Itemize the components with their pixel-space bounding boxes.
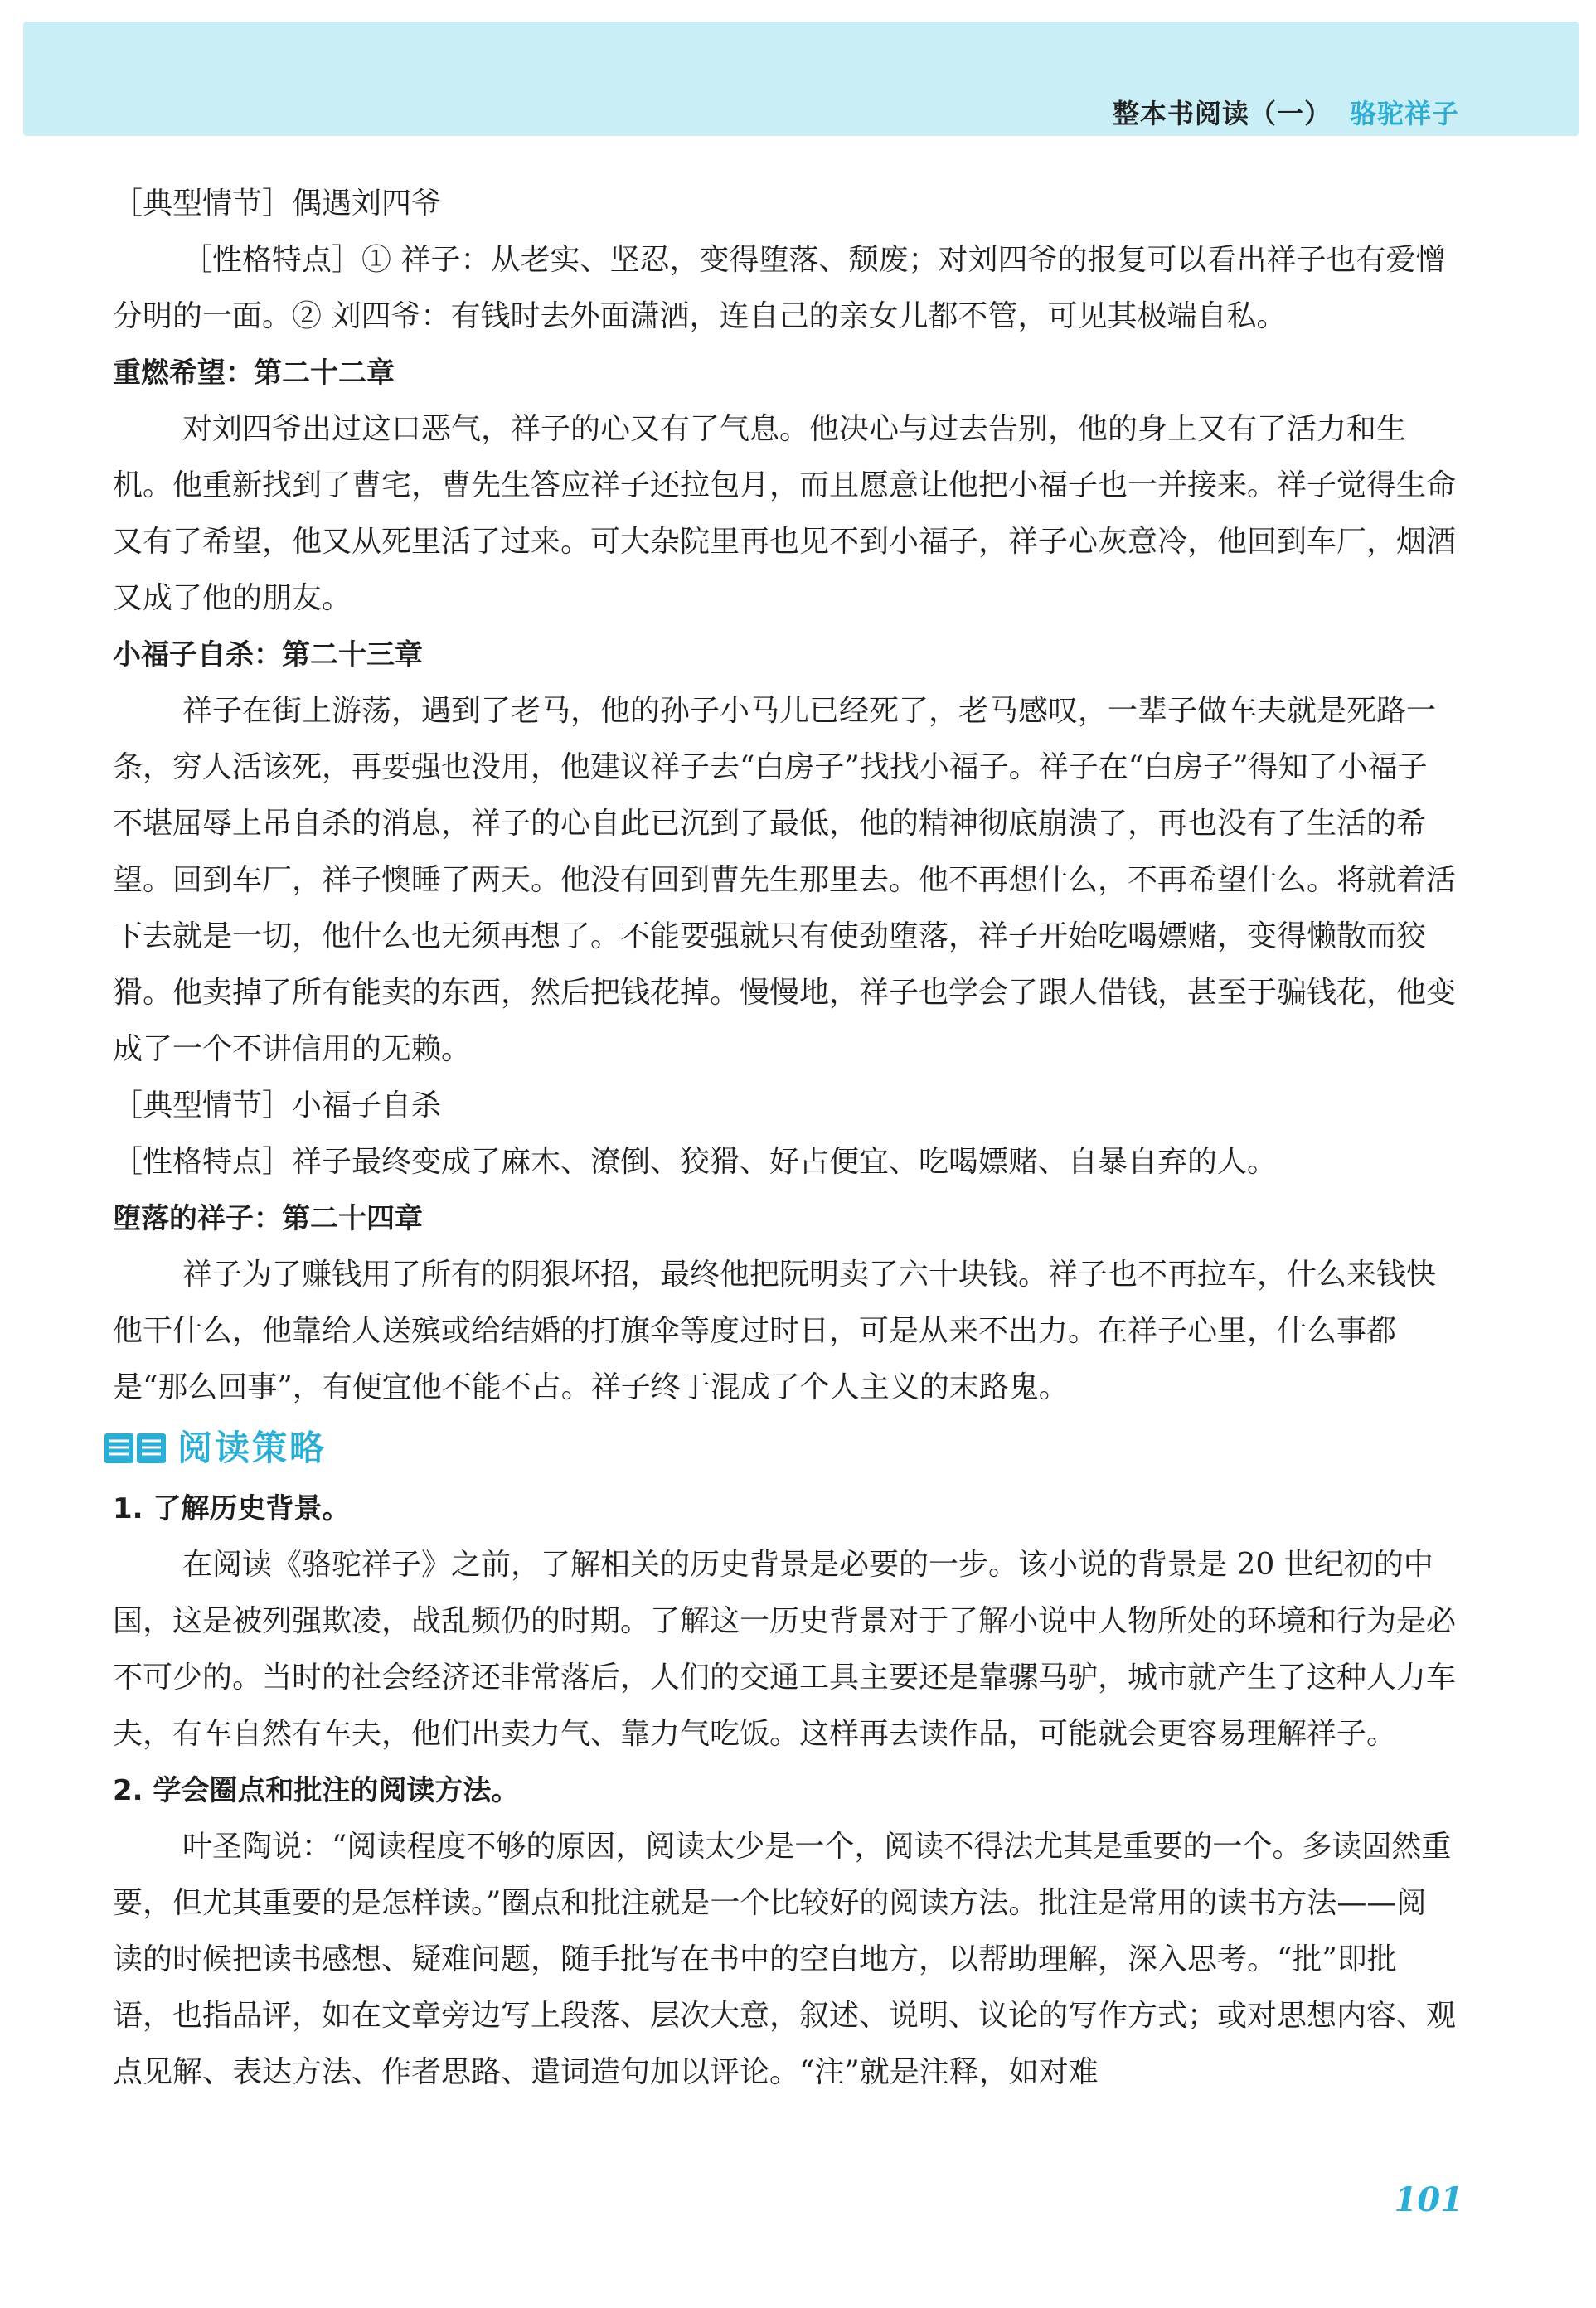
book-title: 骆驼祥子: [1349, 98, 1459, 129]
book-label: 整本书阅读（一）: [1112, 98, 1332, 129]
plot-tag: ［典型情节］偶遇刘四爷: [113, 187, 442, 221]
page-content: [113, 176, 1456, 2101]
section-title: 阅读策略: [177, 1428, 327, 1468]
plot-tag: ［典型情节］小福子自杀: [113, 1089, 442, 1122]
running-header: [1113, 93, 1459, 131]
chapter-heading: 堕落的祥子：第二十四章: [113, 1202, 423, 1235]
paragraph: 在阅读《骆驼祥子》之前，了解相关的历史背景是必要的一步。该小说的背景是 20 世纪初的中国，这是被列强欺凌，战乱频仍的时期。了解这一历史背景对于了解小说中人物所处的环境和行为是必不可少的。当时的社会经济还非常落后，人们的交通工具主要还是靠骡马驴，城市就产生了这种人力车夫，有车自然有车夫，他们出卖力气、靠力气吃饭。这样再去读作品，可能就会更容易理解祥子。: [113, 1548, 1457, 1751]
paragraph: 叶圣陶说：“阅读程度不够的原因，阅读太少是一个，阅读不得法尤其是重要的一个。多读固然重要，但尤其重要的是怎样读。”圈点和批注就是一个比较好的阅读方法。批注是常用的读书方法——阅读的时候把读书感想、疑难问题，随手批写在书中的空白地方，以帮助理解，深入思考。“批”即批语，也指品评，如在文章旁边写上段落、层次大意，叙述、说明、议论的写作方式；或对思想内容、观点见解、表达方法、作者思路、遣词造句加以评论。“注”就是注释，如对难: [113, 1830, 1457, 2089]
strategy-heading: 1. 了解历史背景。: [113, 1492, 351, 1525]
paragraph: 祥子在街上游荡，遇到了老马，他的孙子小马儿已经死了，老马感叹，一辈子做车夫就是死路一条，穷人活该死，再要强也没用，他建议祥子去“白房子”找找小福子。祥子在“白房子”得知了小福子不堪屈辱上吊自杀的消息，祥子的心自此已沉到了最低，他的精神彻底崩溃了，再也没有了生活的希望。回到车厂，祥子懊睡了两天。他没有回到曹先生那里去。他不再想什么，不再希望什么。将就着活下去就是一切，他什么也无须再想了。不能要强就只有使劲堕落，祥子开始吃喝嫖赌，变得懒散而狡猾。他卖掉了所有能卖的东西，然后把钱花掉。慢慢地，祥子也学会了跟人借钱，甚至于骗钱花，他变成了一个不讲信用的无赖。: [113, 694, 1457, 1066]
open-book-icon: [103, 1430, 167, 1467]
paragraph: 对刘四爷出过这口恶气，祥子的心又有了气息。他决心与过去告别，他的身上又有了活力和生机。他重新找到了曹宅，曹先生答应祥子还拉包月，而且愿意让他把小福子也一并接来。祥子觉得生命又有了希望，他又从死里活了过来。可大杂院里再也见不到小福子，祥子心灰意冷，他回到车厂，烟酒又成了他的朋友。: [113, 412, 1457, 615]
chapter-heading: 重燃希望：第二十二章: [113, 356, 395, 390]
chapter-heading: 小福子自杀：第二十三章: [113, 638, 423, 672]
paragraph: 祥子为了赚钱用了所有的阴狠坏招，最终他把阮明卖了六十块钱。祥子也不再拉车，什么来钱快他干什么，他靠给人送殡或给结婚的打旗伞等度过时日，可是从来不出力。在祥子心里，什么事都是“那么回事”，有便宜他不能不占。祥子终于混成了个人主义的末路鬼。: [113, 1258, 1437, 1404]
section-header: [103, 1416, 1456, 1481]
character-tag: ［性格特点］祥子最终变成了麻木、潦倒、狡猾、好占便宜、吃喝嫖赌、自暴自弃的人。: [113, 1145, 1278, 1179]
character-tag: ［性格特点］① 祥子：从老实、坚忍，变得堕落、颓废；对刘四爷的报复可以看出祥子也有爱憎分明的一面。② 刘四爷：有钱时去外面潇洒，连自己的亲女儿都不管，可见其极端自私。: [113, 243, 1446, 333]
strategy-heading: 2. 学会圈点和批注的阅读方法。: [113, 1774, 520, 1807]
page-number: 101: [1394, 2180, 1463, 2219]
